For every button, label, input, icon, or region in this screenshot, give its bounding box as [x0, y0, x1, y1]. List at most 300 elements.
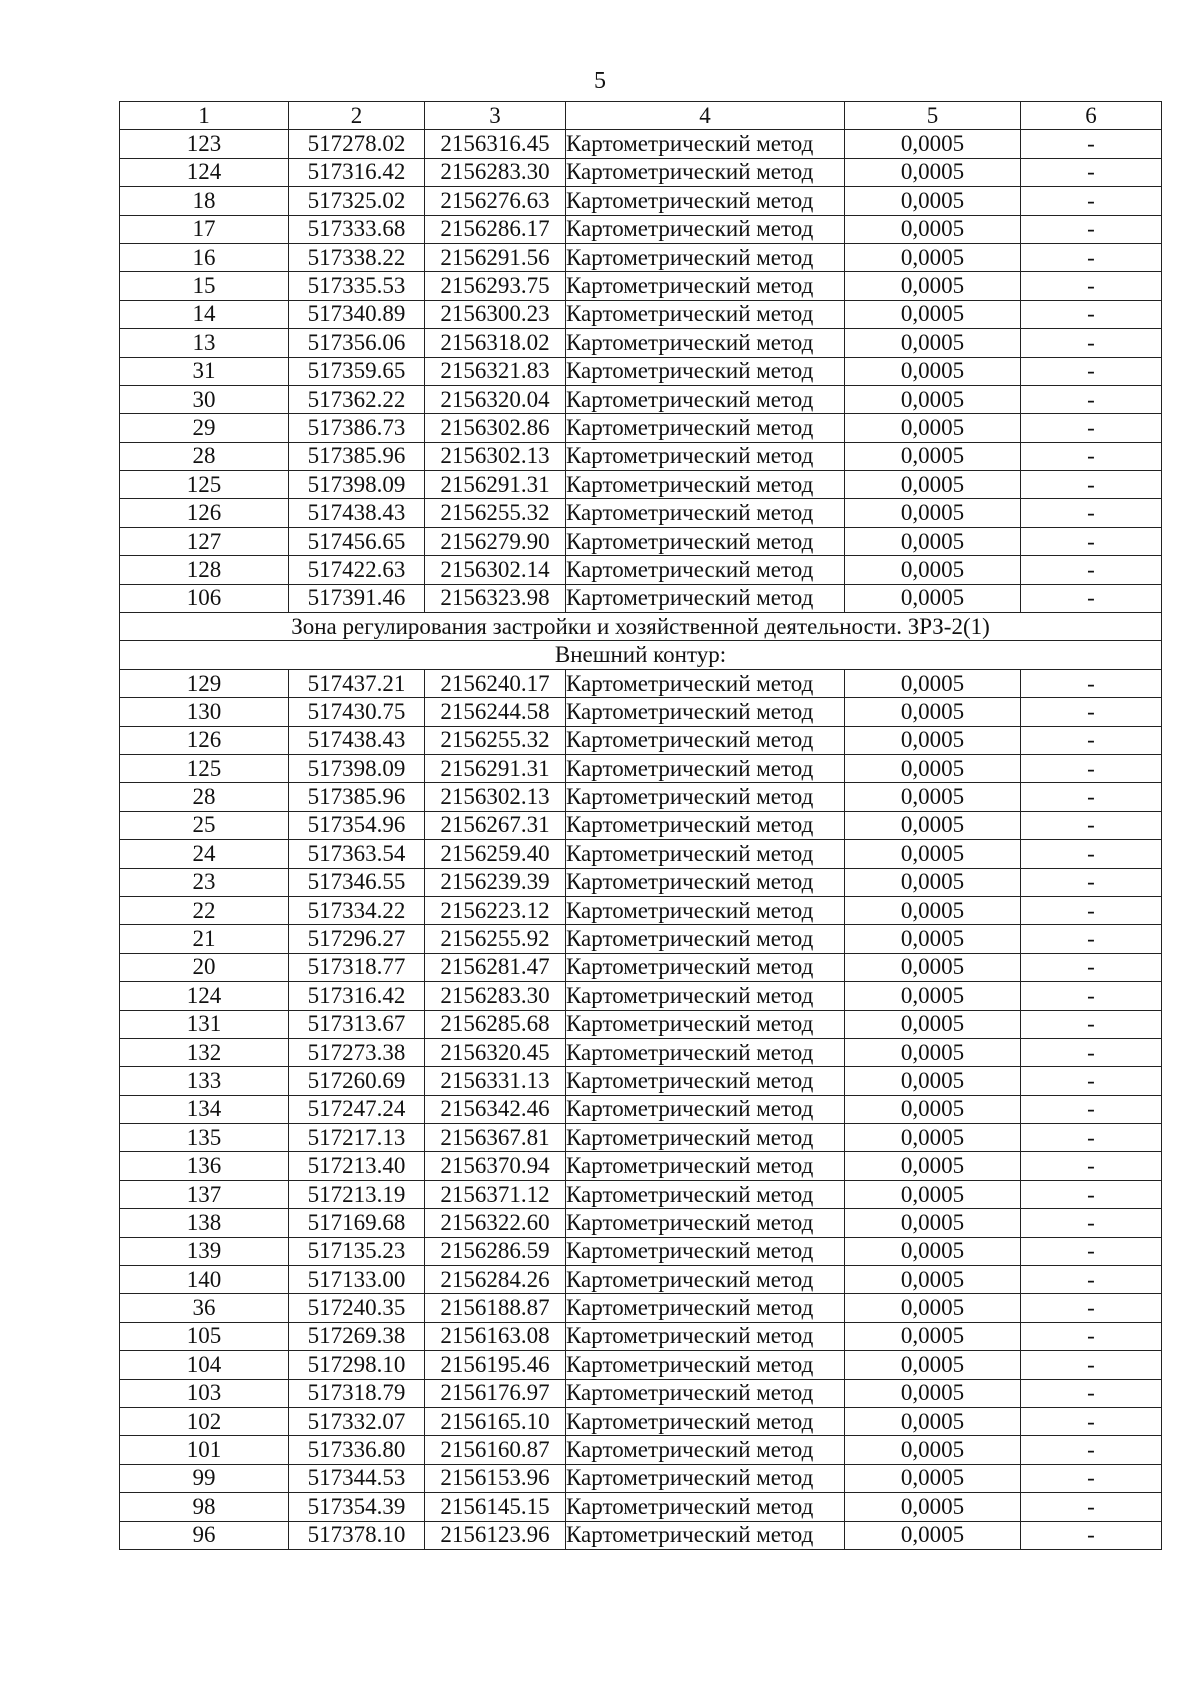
accuracy-cell: 0,0005 [845, 698, 1021, 726]
point-number-cell: 140 [120, 1266, 289, 1294]
table-row [120, 754, 1162, 782]
coord-y-cell: 2156188.87 [425, 1294, 566, 1322]
coord-y-cell: 2156302.13 [425, 442, 566, 470]
method-cell: Картометрический метод [566, 1464, 845, 1492]
method-cell: Картометрический метод [566, 698, 845, 726]
table-row [120, 414, 1162, 442]
point-number-cell: 123 [120, 130, 289, 158]
section-row [120, 641, 1162, 669]
accuracy-cell: 0,0005 [845, 1493, 1021, 1521]
accuracy-cell: 0,0005 [845, 187, 1021, 215]
point-number-cell: 102 [120, 1407, 289, 1435]
method-cell: Картометрический метод [566, 1493, 845, 1521]
coord-x-cell: 517356.06 [289, 329, 425, 357]
coord-y-cell: 2156318.02 [425, 329, 566, 357]
coord-x-cell: 517391.46 [289, 584, 425, 612]
coord-x-cell: 517398.09 [289, 471, 425, 499]
coord-y-cell: 2156244.58 [425, 698, 566, 726]
note-cell: - [1021, 669, 1162, 697]
coord-y-cell: 2156255.32 [425, 499, 566, 527]
coord-x-cell: 517398.09 [289, 754, 425, 782]
coord-x-cell: 517359.65 [289, 357, 425, 385]
table-row [120, 1407, 1162, 1435]
note-cell: - [1021, 868, 1162, 896]
point-number-cell: 24 [120, 840, 289, 868]
method-cell: Картометрический метод [566, 1038, 845, 1066]
coord-y-cell: 2156239.39 [425, 868, 566, 896]
table-row [120, 811, 1162, 839]
note-cell: - [1021, 1038, 1162, 1066]
table-row [120, 215, 1162, 243]
note-cell: - [1021, 1180, 1162, 1208]
accuracy-cell: 0,0005 [845, 357, 1021, 385]
coord-x-cell: 517333.68 [289, 215, 425, 243]
accuracy-cell: 0,0005 [845, 1209, 1021, 1237]
method-cell: Картометрический метод [566, 329, 845, 357]
method-cell: Картометрический метод [566, 272, 845, 300]
accuracy-cell: 0,0005 [845, 1294, 1021, 1322]
accuracy-cell: 0,0005 [845, 1124, 1021, 1152]
note-cell: - [1021, 215, 1162, 243]
table-row [120, 1209, 1162, 1237]
point-number-cell: 96 [120, 1521, 289, 1549]
table-header-row [120, 102, 1162, 130]
note-cell: - [1021, 1124, 1162, 1152]
point-number-cell: 105 [120, 1322, 289, 1350]
table-row [120, 868, 1162, 896]
method-cell: Картометрический метод [566, 896, 845, 924]
coord-y-cell: 2156320.45 [425, 1038, 566, 1066]
method-cell: Картометрический метод [566, 385, 845, 413]
method-cell: Картометрический метод [566, 669, 845, 697]
coord-x-cell: 517422.63 [289, 556, 425, 584]
method-cell: Картометрический метод [566, 1436, 845, 1464]
table-row [120, 1351, 1162, 1379]
coord-x-cell: 517313.67 [289, 1010, 425, 1038]
note-cell: - [1021, 243, 1162, 271]
coord-x-cell: 517169.68 [289, 1209, 425, 1237]
note-cell: - [1021, 471, 1162, 499]
coord-x-cell: 517363.54 [289, 840, 425, 868]
note-cell: - [1021, 896, 1162, 924]
accuracy-cell: 0,0005 [845, 1322, 1021, 1350]
point-number-cell: 13 [120, 329, 289, 357]
coord-y-cell: 2156286.17 [425, 215, 566, 243]
table-row [120, 698, 1162, 726]
coord-x-cell: 517325.02 [289, 187, 425, 215]
method-cell: Картометрический метод [566, 556, 845, 584]
coord-x-cell: 517335.53 [289, 272, 425, 300]
coord-y-cell: 2156279.90 [425, 527, 566, 555]
point-number-cell: 18 [120, 187, 289, 215]
method-cell: Картометрический метод [566, 1351, 845, 1379]
point-number-cell: 125 [120, 754, 289, 782]
coord-y-cell: 2156283.30 [425, 982, 566, 1010]
point-number-cell: 17 [120, 215, 289, 243]
note-cell: - [1021, 811, 1162, 839]
accuracy-cell: 0,0005 [845, 925, 1021, 953]
note-cell: - [1021, 527, 1162, 555]
note-cell: - [1021, 1095, 1162, 1123]
note-cell: - [1021, 187, 1162, 215]
coord-y-cell: 2156195.46 [425, 1351, 566, 1379]
table-row [120, 1266, 1162, 1294]
method-cell: Картометрический метод [566, 527, 845, 555]
table-row [120, 726, 1162, 754]
page-number: 5 [594, 68, 606, 94]
point-number-cell: 104 [120, 1351, 289, 1379]
coord-x-cell: 517386.73 [289, 414, 425, 442]
coord-y-cell: 2156123.96 [425, 1521, 566, 1549]
method-cell: Картометрический метод [566, 414, 845, 442]
table-row [120, 584, 1162, 612]
coord-y-cell: 2156291.31 [425, 754, 566, 782]
method-cell: Картометрический метод [566, 1067, 845, 1095]
coord-x-cell: 517135.23 [289, 1237, 425, 1265]
note-cell: - [1021, 1010, 1162, 1038]
table-row [120, 783, 1162, 811]
coordinates-table [119, 101, 1162, 1550]
note-cell: - [1021, 584, 1162, 612]
coord-y-cell: 2156293.75 [425, 272, 566, 300]
coord-y-cell: 2156240.17 [425, 669, 566, 697]
method-cell: Картометрический метод [566, 300, 845, 328]
point-number-cell: 125 [120, 471, 289, 499]
coord-y-cell: 2156267.31 [425, 811, 566, 839]
note-cell: - [1021, 385, 1162, 413]
table-row [120, 243, 1162, 271]
section-row [120, 613, 1162, 641]
point-number-cell: 23 [120, 868, 289, 896]
table-row [120, 1180, 1162, 1208]
coord-y-cell: 2156283.30 [425, 158, 566, 186]
accuracy-cell: 0,0005 [845, 130, 1021, 158]
point-number-cell: 138 [120, 1209, 289, 1237]
accuracy-cell: 0,0005 [845, 1351, 1021, 1379]
point-number-cell: 126 [120, 499, 289, 527]
method-cell: Картометрический метод [566, 471, 845, 499]
accuracy-cell: 0,0005 [845, 868, 1021, 896]
accuracy-cell: 0,0005 [845, 1379, 1021, 1407]
note-cell: - [1021, 726, 1162, 754]
accuracy-cell: 0,0005 [845, 272, 1021, 300]
header-col-2: 2 [289, 102, 425, 130]
accuracy-cell: 0,0005 [845, 527, 1021, 555]
method-cell: Картометрический метод [566, 357, 845, 385]
coord-y-cell: 2156300.23 [425, 300, 566, 328]
method-cell: Картометрический метод [566, 1209, 845, 1237]
method-cell: Картометрический метод [566, 499, 845, 527]
point-number-cell: 130 [120, 698, 289, 726]
point-number-cell: 124 [120, 158, 289, 186]
note-cell: - [1021, 982, 1162, 1010]
point-number-cell: 25 [120, 811, 289, 839]
method-cell: Картометрический метод [566, 811, 845, 839]
method-cell: Картометрический метод [566, 925, 845, 953]
coord-y-cell: 2156291.56 [425, 243, 566, 271]
accuracy-cell: 0,0005 [845, 414, 1021, 442]
coord-y-cell: 2156302.13 [425, 783, 566, 811]
coord-x-cell: 517378.10 [289, 1521, 425, 1549]
table-body [120, 130, 1162, 1550]
coord-x-cell: 517334.22 [289, 896, 425, 924]
note-cell: - [1021, 442, 1162, 470]
coord-x-cell: 517338.22 [289, 243, 425, 271]
table-row [120, 982, 1162, 1010]
accuracy-cell: 0,0005 [845, 1464, 1021, 1492]
coord-y-cell: 2156176.97 [425, 1379, 566, 1407]
method-cell: Картометрический метод [566, 1180, 845, 1208]
note-cell: - [1021, 1521, 1162, 1549]
coord-x-cell: 517278.02 [289, 130, 425, 158]
header-col-3: 3 [425, 102, 566, 130]
accuracy-cell: 0,0005 [845, 1095, 1021, 1123]
method-cell: Картометрический метод [566, 726, 845, 754]
coord-x-cell: 517213.19 [289, 1180, 425, 1208]
table-row [120, 1464, 1162, 1492]
coord-x-cell: 517385.96 [289, 442, 425, 470]
accuracy-cell: 0,0005 [845, 1407, 1021, 1435]
coord-x-cell: 517438.43 [289, 726, 425, 754]
table-row [120, 1038, 1162, 1066]
coord-y-cell: 2156322.60 [425, 1209, 566, 1237]
coord-y-cell: 2156316.45 [425, 130, 566, 158]
accuracy-cell: 0,0005 [845, 215, 1021, 243]
note-cell: - [1021, 414, 1162, 442]
method-cell: Картометрический метод [566, 243, 845, 271]
note-cell: - [1021, 158, 1162, 186]
coord-y-cell: 2156371.12 [425, 1180, 566, 1208]
note-cell: - [1021, 1266, 1162, 1294]
point-number-cell: 127 [120, 527, 289, 555]
coord-y-cell: 2156323.98 [425, 584, 566, 612]
method-cell: Картометрический метод [566, 1322, 845, 1350]
note-cell: - [1021, 1351, 1162, 1379]
coord-x-cell: 517340.89 [289, 300, 425, 328]
table-row [120, 527, 1162, 555]
coord-y-cell: 2156259.40 [425, 840, 566, 868]
method-cell: Картометрический метод [566, 1095, 845, 1123]
point-number-cell: 29 [120, 414, 289, 442]
method-cell: Картометрический метод [566, 754, 845, 782]
method-cell: Картометрический метод [566, 953, 845, 981]
coord-x-cell: 517354.39 [289, 1493, 425, 1521]
accuracy-cell: 0,0005 [845, 1521, 1021, 1549]
note-cell: - [1021, 925, 1162, 953]
note-cell: - [1021, 357, 1162, 385]
method-cell: Картометрический метод [566, 442, 845, 470]
table-row [120, 1152, 1162, 1180]
accuracy-cell: 0,0005 [845, 726, 1021, 754]
note-cell: - [1021, 698, 1162, 726]
coord-y-cell: 2156223.12 [425, 896, 566, 924]
coord-x-cell: 517247.24 [289, 1095, 425, 1123]
note-cell: - [1021, 953, 1162, 981]
accuracy-cell: 0,0005 [845, 1237, 1021, 1265]
accuracy-cell: 0,0005 [845, 300, 1021, 328]
method-cell: Картометрический метод [566, 1521, 845, 1549]
point-number-cell: 135 [120, 1124, 289, 1152]
coord-y-cell: 2156285.68 [425, 1010, 566, 1038]
coord-y-cell: 2156367.81 [425, 1124, 566, 1152]
table-row [120, 1294, 1162, 1322]
method-cell: Картометрический метод [566, 1294, 845, 1322]
table-row [120, 1436, 1162, 1464]
point-number-cell: 16 [120, 243, 289, 271]
coord-y-cell: 2156276.63 [425, 187, 566, 215]
section-title: Зона регулирования застройки и хозяйственной деятельности. ЗРЗ-2(1) [120, 613, 1162, 641]
coord-x-cell: 517316.42 [289, 158, 425, 186]
point-number-cell: 134 [120, 1095, 289, 1123]
coord-y-cell: 2156321.83 [425, 357, 566, 385]
method-cell: Картометрический метод [566, 982, 845, 1010]
point-number-cell: 126 [120, 726, 289, 754]
table-row [120, 187, 1162, 215]
coord-y-cell: 2156163.08 [425, 1322, 566, 1350]
note-cell: - [1021, 130, 1162, 158]
accuracy-cell: 0,0005 [845, 811, 1021, 839]
method-cell: Картометрический метод [566, 215, 845, 243]
point-number-cell: 137 [120, 1180, 289, 1208]
table-row [120, 357, 1162, 385]
table-row [120, 1237, 1162, 1265]
method-cell: Картометрический метод [566, 1124, 845, 1152]
note-cell: - [1021, 556, 1162, 584]
point-number-cell: 14 [120, 300, 289, 328]
note-cell: - [1021, 783, 1162, 811]
coord-y-cell: 2156331.13 [425, 1067, 566, 1095]
coord-y-cell: 2156302.86 [425, 414, 566, 442]
method-cell: Картометрический метод [566, 1010, 845, 1038]
accuracy-cell: 0,0005 [845, 1038, 1021, 1066]
note-cell: - [1021, 1209, 1162, 1237]
method-cell: Картометрический метод [566, 1266, 845, 1294]
coord-x-cell: 517346.55 [289, 868, 425, 896]
coord-x-cell: 517240.35 [289, 1294, 425, 1322]
table-row [120, 499, 1162, 527]
note-cell: - [1021, 1436, 1162, 1464]
point-number-cell: 98 [120, 1493, 289, 1521]
coord-y-cell: 2156153.96 [425, 1464, 566, 1492]
point-number-cell: 106 [120, 584, 289, 612]
coord-y-cell: 2156286.59 [425, 1237, 566, 1265]
accuracy-cell: 0,0005 [845, 1067, 1021, 1095]
coord-x-cell: 517213.40 [289, 1152, 425, 1180]
note-cell: - [1021, 300, 1162, 328]
coord-y-cell: 2156291.31 [425, 471, 566, 499]
point-number-cell: 28 [120, 783, 289, 811]
table-row [120, 556, 1162, 584]
table-row [120, 953, 1162, 981]
table-row [120, 669, 1162, 697]
accuracy-cell: 0,0005 [845, 982, 1021, 1010]
header-col-5: 5 [845, 102, 1021, 130]
method-cell: Картометрический метод [566, 783, 845, 811]
coord-x-cell: 517298.10 [289, 1351, 425, 1379]
coord-x-cell: 517430.75 [289, 698, 425, 726]
point-number-cell: 129 [120, 669, 289, 697]
point-number-cell: 128 [120, 556, 289, 584]
note-cell: - [1021, 499, 1162, 527]
table-row [120, 329, 1162, 357]
coord-x-cell: 517316.42 [289, 982, 425, 1010]
point-number-cell: 15 [120, 272, 289, 300]
coord-x-cell: 517318.77 [289, 953, 425, 981]
method-cell: Картометрический метод [566, 187, 845, 215]
table-row [120, 385, 1162, 413]
accuracy-cell: 0,0005 [845, 669, 1021, 697]
coord-x-cell: 517336.80 [289, 1436, 425, 1464]
coord-x-cell: 517217.13 [289, 1124, 425, 1152]
table-row [120, 1379, 1162, 1407]
accuracy-cell: 0,0005 [845, 385, 1021, 413]
accuracy-cell: 0,0005 [845, 158, 1021, 186]
note-cell: - [1021, 1237, 1162, 1265]
accuracy-cell: 0,0005 [845, 1180, 1021, 1208]
accuracy-cell: 0,0005 [845, 1266, 1021, 1294]
coord-y-cell: 2156160.87 [425, 1436, 566, 1464]
coord-y-cell: 2156342.46 [425, 1095, 566, 1123]
accuracy-cell: 0,0005 [845, 1436, 1021, 1464]
accuracy-cell: 0,0005 [845, 896, 1021, 924]
method-cell: Картометрический метод [566, 1379, 845, 1407]
method-cell: Картометрический метод [566, 1152, 845, 1180]
note-cell: - [1021, 1067, 1162, 1095]
note-cell: - [1021, 1152, 1162, 1180]
accuracy-cell: 0,0005 [845, 1010, 1021, 1038]
coord-x-cell: 517438.43 [289, 499, 425, 527]
accuracy-cell: 0,0005 [845, 840, 1021, 868]
accuracy-cell: 0,0005 [845, 329, 1021, 357]
point-number-cell: 101 [120, 1436, 289, 1464]
table-row [120, 840, 1162, 868]
accuracy-cell: 0,0005 [845, 783, 1021, 811]
table-row [120, 442, 1162, 470]
header-col-6: 6 [1021, 102, 1162, 130]
coord-y-cell: 2156370.94 [425, 1152, 566, 1180]
method-cell: Картометрический метод [566, 1237, 845, 1265]
table-row [120, 1067, 1162, 1095]
coord-x-cell: 517133.00 [289, 1266, 425, 1294]
coord-x-cell: 517385.96 [289, 783, 425, 811]
method-cell: Картометрический метод [566, 1407, 845, 1435]
coord-x-cell: 517354.96 [289, 811, 425, 839]
note-cell: - [1021, 1407, 1162, 1435]
coord-y-cell: 2156255.32 [425, 726, 566, 754]
header-col-1: 1 [120, 102, 289, 130]
table-row [120, 1493, 1162, 1521]
note-cell: - [1021, 272, 1162, 300]
coord-x-cell: 517332.07 [289, 1407, 425, 1435]
table-row [120, 1010, 1162, 1038]
accuracy-cell: 0,0005 [845, 442, 1021, 470]
coord-x-cell: 517344.53 [289, 1464, 425, 1492]
coord-y-cell: 2156145.15 [425, 1493, 566, 1521]
accuracy-cell: 0,0005 [845, 584, 1021, 612]
header-col-4: 4 [566, 102, 845, 130]
coord-y-cell: 2156165.10 [425, 1407, 566, 1435]
method-cell: Картометрический метод [566, 840, 845, 868]
coord-x-cell: 517260.69 [289, 1067, 425, 1095]
coord-x-cell: 517437.21 [289, 669, 425, 697]
point-number-cell: 133 [120, 1067, 289, 1095]
method-cell: Картометрический метод [566, 158, 845, 186]
note-cell: - [1021, 754, 1162, 782]
point-number-cell: 31 [120, 357, 289, 385]
accuracy-cell: 0,0005 [845, 953, 1021, 981]
coord-y-cell: 2156255.92 [425, 925, 566, 953]
point-number-cell: 21 [120, 925, 289, 953]
